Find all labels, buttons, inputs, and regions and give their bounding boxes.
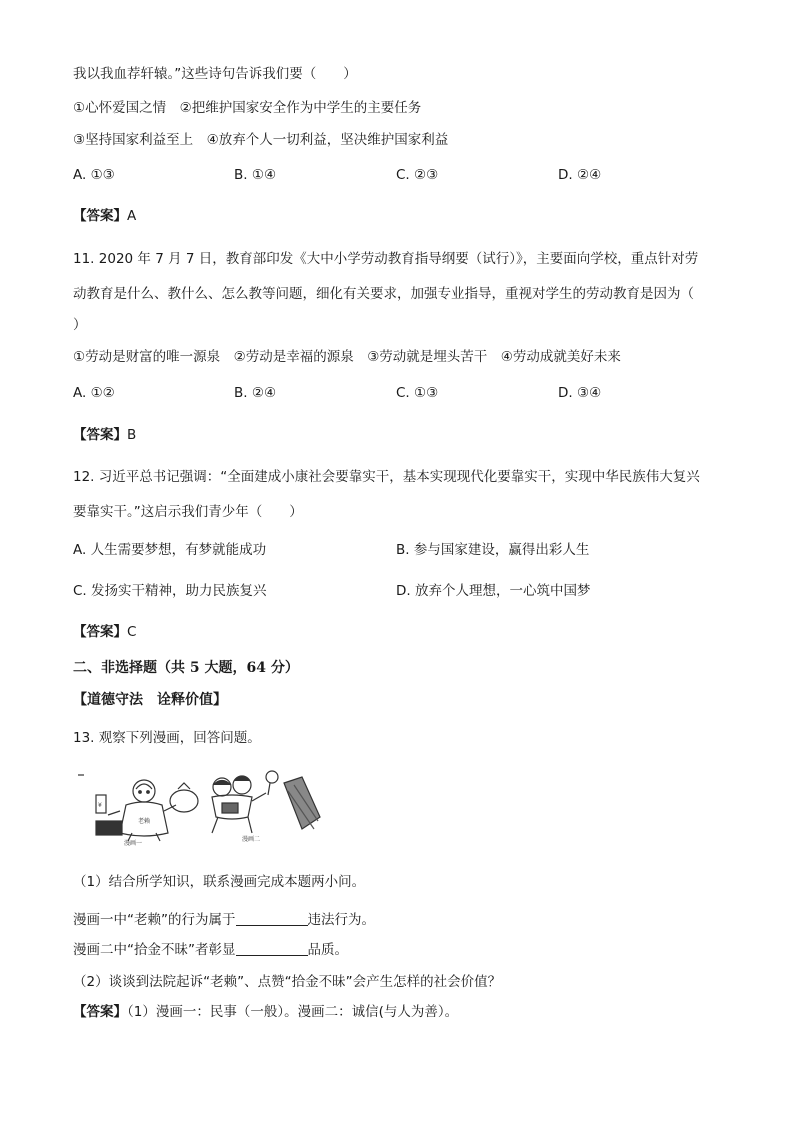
q12-stem-line-2: 要靠实干。”这启示我们青少年（ ） [73, 504, 303, 520]
q13-fill-blank-2 [73, 940, 348, 960]
q10-option-b: B. ①④ [234, 167, 277, 183]
q10-option-c: C. ②③ [396, 167, 439, 183]
q10-option-d: D. ②④ [558, 167, 602, 183]
comic-two [212, 771, 320, 833]
q12-stem-line-1: 12. 习近平总书记强调：“全面建成小康社会要靠实干，基本实现现代化要靠实干，实现中华民族伟大复兴 [73, 469, 700, 485]
q13-fill-blank-1 [73, 910, 375, 930]
comic-two-caption: 漫画二 [242, 836, 261, 843]
answer-value: B [127, 427, 137, 443]
answer-value: A [127, 208, 137, 224]
q12-answer [73, 622, 136, 642]
q10-option-a: A. ①③ [73, 167, 115, 183]
comic-one-label: 老赖 [138, 818, 151, 825]
section-subtitle: 【道德守法 诠释价值】 [73, 692, 227, 708]
answer-value: （1）漫画一：民事（一般）。漫画二：诚信(与人为善）。 [127, 1004, 459, 1020]
fill-prefix: 漫画一中“老赖”的行为属于 [73, 912, 236, 928]
q10-items-line-2: ③坚持国家利益至上 ④放弃个人一切利益，坚决维护国家利益 [73, 132, 449, 148]
q11-stem-line-1: 11. 2020 年 7 月 7 日，教育部印发《大中小学劳动教育指导纲要（试行）》，主要面向学校，重点针对劳 [73, 251, 699, 267]
answer-tag: 【答案】 [73, 624, 127, 640]
q11-items: ①劳动是财富的唯一源泉 ②劳动是幸福的源泉 ③劳动就是埋头苦干 ④劳动成就美好未来 [73, 349, 621, 365]
answer-tag: 【答案】 [73, 427, 127, 443]
comic-one-caption: 漫画一 [124, 840, 143, 847]
answer-blank[interactable] [236, 911, 308, 926]
q11-option-d: D. ③④ [558, 385, 602, 401]
answer-tag: 【答案】 [73, 1004, 127, 1020]
q11-stem-line-2: 动教育是什么、教什么、怎么教等问题，细化有关要求，加强专业指导，重视对学生的劳动教育是因为（ [73, 286, 694, 302]
fill-prefix: 漫画二中“拾金不昧”者彰显 [73, 942, 236, 958]
answer-blank[interactable] [236, 941, 308, 956]
q10-items-line-1: ①心怀爱国之情 ②把维护国家安全作为中学生的主要任务 [73, 100, 422, 116]
q13-stem: 13. 观察下列漫画，回答问题。 [73, 730, 261, 746]
q12-option-a: A. 人生需要梦想，有梦就能成功 [73, 542, 267, 558]
answer-tag: 【答案】 [73, 208, 127, 224]
q12-option-d: D. 放弃个人理想，一心筑中国梦 [396, 583, 591, 599]
q13-answer [73, 1002, 458, 1022]
q11-option-c: C. ①③ [396, 385, 439, 401]
q11-option-a: A. ①② [73, 385, 115, 401]
q10-answer [73, 206, 136, 226]
comic-illustrations [72, 765, 332, 850]
q11-option-b: B. ②④ [234, 385, 277, 401]
svg-text:¥: ¥ [98, 802, 102, 809]
q12-option-c: C. 发扬实干精神，助力民族复兴 [73, 583, 267, 599]
comic-one [78, 775, 198, 841]
answer-value: C [127, 624, 137, 640]
q11-answer [73, 425, 136, 445]
q11-stem-line-3: ） [73, 317, 87, 333]
q13-sub-question-2: （2）谈谈到法院起诉“老赖”、点赞“拾金不昧”会产生怎样的社会价值？ [73, 974, 502, 990]
fill-suffix: 品质。 [307, 942, 348, 958]
q10-stem-tail: 我以我血荐轩辕。”这些诗句告诉我们要（ ） [73, 66, 357, 82]
q12-option-b: B. 参与国家建设，赢得出彩人生 [396, 542, 590, 558]
q13-sub-question-1: （1）结合所学知识，联系漫画完成本题两小问。 [73, 874, 366, 890]
fill-suffix: 违法行为。 [307, 912, 375, 928]
section-title: 二、非选择题（共 5 大题，64 分） [73, 660, 299, 676]
